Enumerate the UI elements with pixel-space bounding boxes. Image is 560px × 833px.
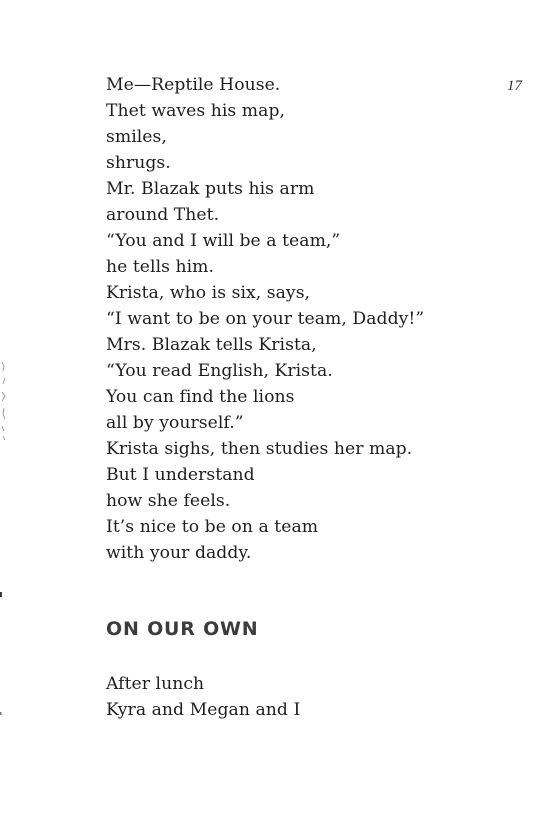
poem-line: Kyra and Megan and I	[106, 700, 301, 720]
poem-line: around Thet.	[106, 205, 220, 225]
page-number: 17	[507, 78, 522, 94]
section-opening-text	[106, 671, 506, 723]
poem-line: “You and I will be a team,”	[106, 231, 341, 251]
page-edge-scan-marks	[0, 0, 12, 833]
poem-line: Krista, who is six, says,	[106, 283, 311, 303]
poem-line: Mrs. Blazak tells Krista,	[106, 335, 317, 355]
poem-line: shrugs.	[106, 153, 171, 173]
poem-text-block	[106, 72, 506, 566]
poem-line: smiles,	[106, 127, 167, 147]
poem-line: how she feels.	[106, 491, 231, 511]
section-heading: ON OUR OWN	[106, 618, 259, 640]
poem-line: Mr. Blazak puts his arm	[106, 179, 315, 199]
poem-line: all by yourself.”	[106, 413, 244, 433]
poem-line: After lunch	[106, 674, 205, 694]
poem-line: Me—Reptile House.	[106, 75, 281, 95]
poem-line: “I want to be on your team, Daddy!”	[106, 309, 425, 329]
poem-line: with your daddy.	[106, 543, 252, 563]
poem-line: Thet waves his map,	[106, 101, 286, 121]
poem-line: “You read English, Krista.	[106, 361, 333, 381]
poem-line: But I understand	[106, 465, 255, 485]
poem-line: he tells him.	[106, 257, 215, 277]
poem-line: It’s nice to be on a team	[106, 517, 319, 537]
poem-line: You can find the lions	[106, 387, 295, 407]
poem-line: Krista sighs, then studies her map.	[106, 439, 413, 459]
